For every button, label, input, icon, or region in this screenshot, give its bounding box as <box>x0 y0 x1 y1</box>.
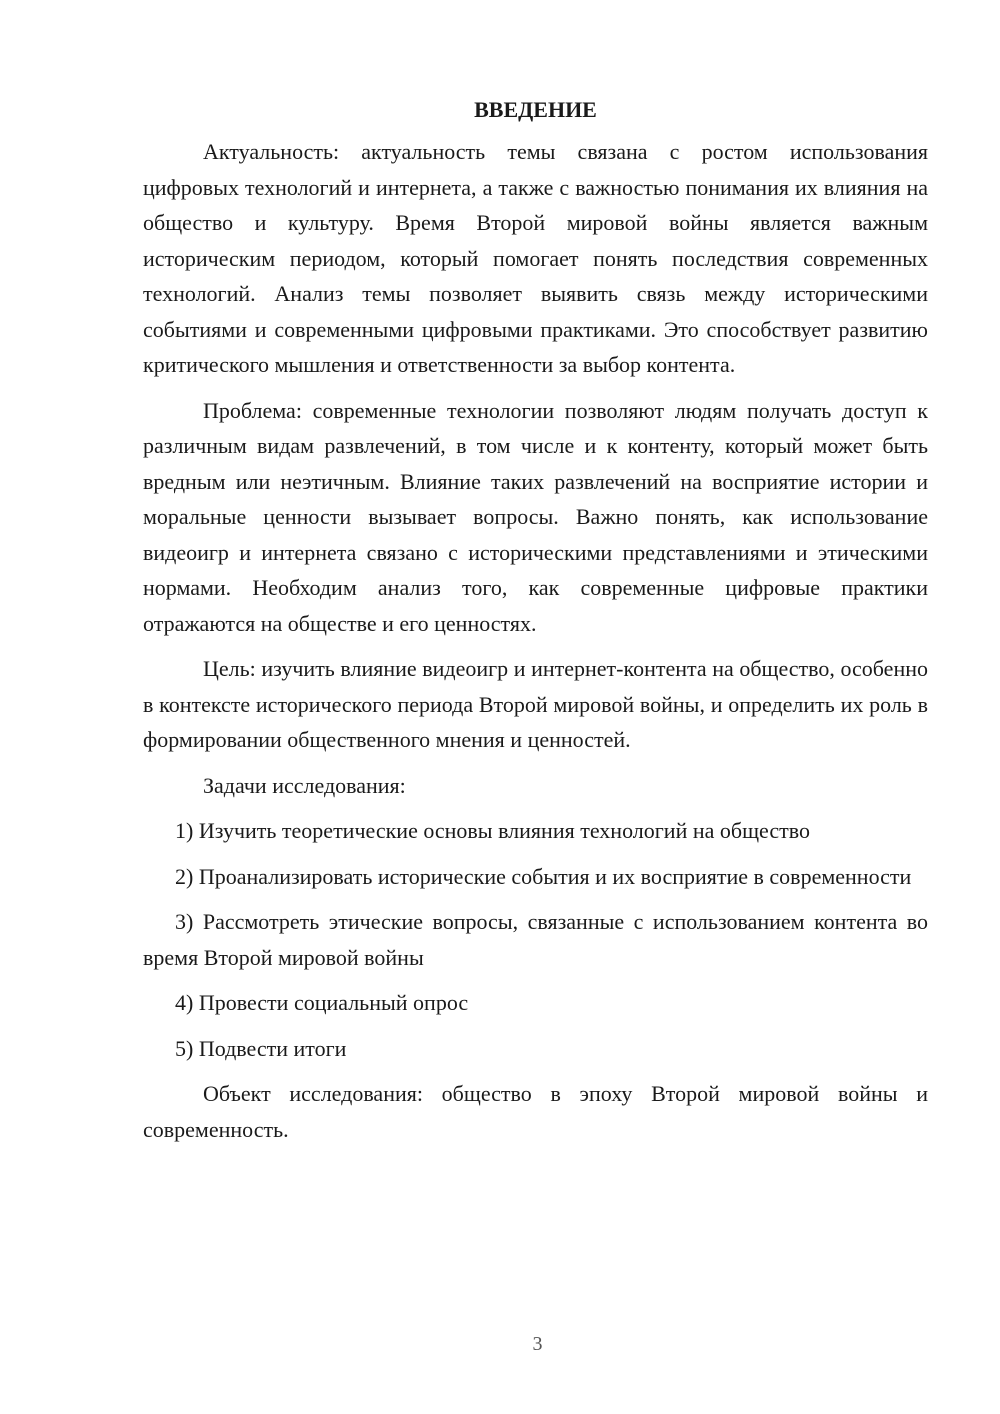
task-item-2: 2) Проанализировать исторические события и их восприятие в современности <box>175 863 912 889</box>
section-heading: ВВЕДЕНИЕ <box>474 97 597 122</box>
relevance-paragraph: Актуальность: актуальность темы связана с ростом использования цифровых технологий и интернета, а также с важностью понимания их влияния на общество и культуру. Время Второй мировой войны является важным историческим периодом, который помогает понять последствия современных технологий. Анализ темы позволяет выявить связь между историческими событиями и современными цифровыми практиками. Это способствует развитию критического мышления и ответственности за выбор контента. <box>143 139 928 377</box>
page-content <box>143 88 928 1157</box>
tasks-title: Задачи исследования: <box>203 772 406 798</box>
task-item-3: 3) Рассмотреть этические вопросы, связанные с использованием контента во время Второй мировой войны <box>143 909 928 970</box>
task-item-1: 1) Изучить теоретические основы влияния технологий на общество <box>175 818 810 843</box>
problem-paragraph: Проблема: современные технологии позволяют людям получать доступ к различным видам развлечений, в том числе и к контенту, который может быть вредным или неэтичным. Влияние таких развлечений на восприятие истории и моральные ценности вызывает вопросы. Важно понять, как использование видеоигр и интернета связано с историческими представлениями и этическими нормами. Необходим анализ того, как современные цифровые практики отражаются на обществе и его ценностях. <box>143 397 928 636</box>
page-number: 3 <box>532 1333 543 1355</box>
object-paragraph: Объект исследования: общество в эпоху Второй мировой войны и современность. <box>143 1081 928 1142</box>
goal-paragraph: Цель: изучить влияние видеоигр и интернет-контента на общество, особенно в контексте исторического периода Второй мировой войны, и определить их роль в формировании общественного мнения и ценностей. <box>143 656 928 752</box>
task-item-4: 4) Провести социальный опрос <box>175 990 469 1015</box>
task-item-5: 5) Подвести итоги <box>175 1035 347 1061</box>
